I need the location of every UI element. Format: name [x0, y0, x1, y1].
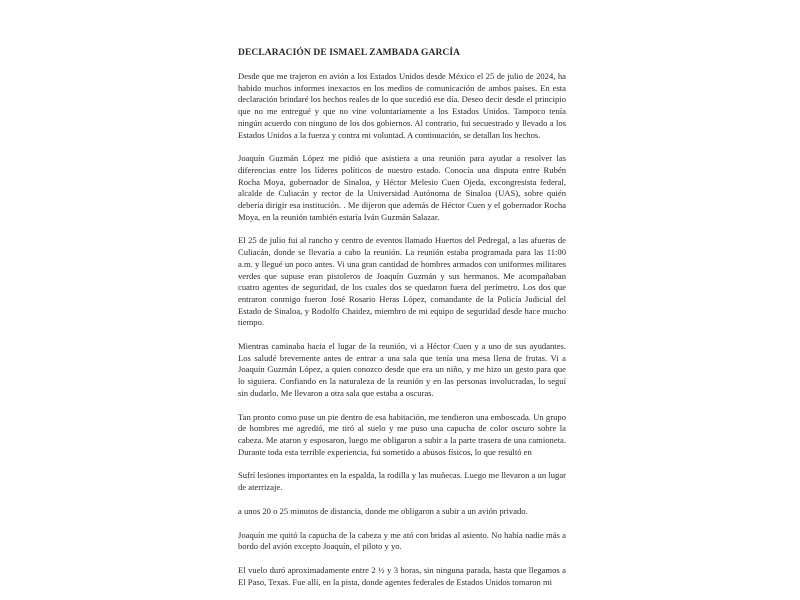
paragraph: Sufrí lesiones importantes en la espalda, la rodilla y las muñecas. Luego me llevaron a un lugar de aterrizaje. — [238, 470, 566, 493]
paragraph: Mientras caminaba hacia el lugar de la reunión, vi a Héctor Cuen y a uno de sus ayudantes. Los saludé brevemente antes de entrar a una sala que tenía una mesa llena de frutas. Vi a Joaquín Guzmán López, a quien conozco desde que era un niño, y me hizo un gesto para que lo siguiera. Confiando en la naturaleza de la reunión y en las personas involucradas, lo seguí sin dudarlo. Me llevaron a otra sala que estaba a oscuras. — [238, 341, 566, 398]
paragraph: Joaquín me quitó la capucha de la cabeza y me ató con bridas al asiento. No había nadie más a bordo del avión excepto Joaquín, el piloto y yo. — [238, 529, 566, 552]
paragraph: Desde que me trajeron en avión a los Estados Unidos desde México el 25 de julio de 2024, ha habido muchos informes inexactos en los medios de comunicación de ambos países. En esta declaración brindaré los hechos reales de lo que sucedió ese día. Deseo decir desde el principio que no me entregué y que no vine voluntariamente a los Estados Unidos. Tampoco tenía ningún acuerdo con ninguno de los dos gobiernos. Al contrario, fui secuestrado y llevado a los Estados Unidos a la fuerza y contra mi voluntad. A continuación, se detallan los hechos. — [238, 71, 566, 140]
document-title: DECLARACIÓN DE ISMAEL ZAMBADA GARCÍA — [238, 48, 461, 58]
paragraph: Tan pronto como puse un pie dentro de esa habitación, me tendieron una emboscada. Un grupo de hombres me agredió, me tiró al suelo y me puso una capucha de color oscuro sobre la cabeza. Me ataron y esposaron, luego me obligaron a subir a la parte trasera de una camioneta. Durante toda esta terrible experiencia, fui sometido a abusos físicos, lo que resultó en — [238, 411, 566, 457]
paragraph: a unos 20 o 25 minutos de distancia, donde me obligaron a subir a un avión privado. — [238, 505, 528, 516]
document-page — [238, 48, 566, 600]
paragraph: El vuelo duró aproximadamente entre 2 ½ y 3 horas, sin ninguna parada, hasta que llegamos a El Paso, Texas. Fue allí, en la pista, donde agentes federales de Estados Unidos tomaron mi — [238, 564, 566, 587]
paragraph: Joaquín Guzmán López me pidió que asistiera a una reunión para ayudar a resolver las diferencias entre los líderes políticos de nuestro estado. Conocía una disputa entre Rubén Rocha Moya, gobernador de Sinaloa, y Héctor Melesio Cuen Ojeda, excongresista federal, alcalde de Culiacán y rector de la Universidad Autónoma de Sinaloa (UAS), sobre quién debería dirigir esa institución. . Me dijeron que además de Héctor Cuen y el gobernador Rocha Moya, en la reunión también estaría Iván Guzmán Salazar. — [238, 153, 566, 222]
paragraph: El 25 de julio fui al rancho y centro de eventos llamado Huertos del Pedregal, a las afueras de Culiacán, donde se llevaría a cabo la reunión. La reunión estaba programada para las 11:00 a.m. y llegué un poco antes. Vi una gran cantidad de hombres armados con uniformes militares verdes que supuse eran pistoleros de Joaquín Guzmán y sus hermanos. Me acompañaban cuatro agentes de seguridad, de los cuales dos se quedaron fuera del perímetro. Los dos que entraron conmigo fueron José Rosario Heras López, comandante de la Policía Judicial del Estado de Sinaloa, y Rodolfo Chaidez, miembro de mi equipo de seguridad desde hace mucho tiempo. — [238, 235, 566, 328]
